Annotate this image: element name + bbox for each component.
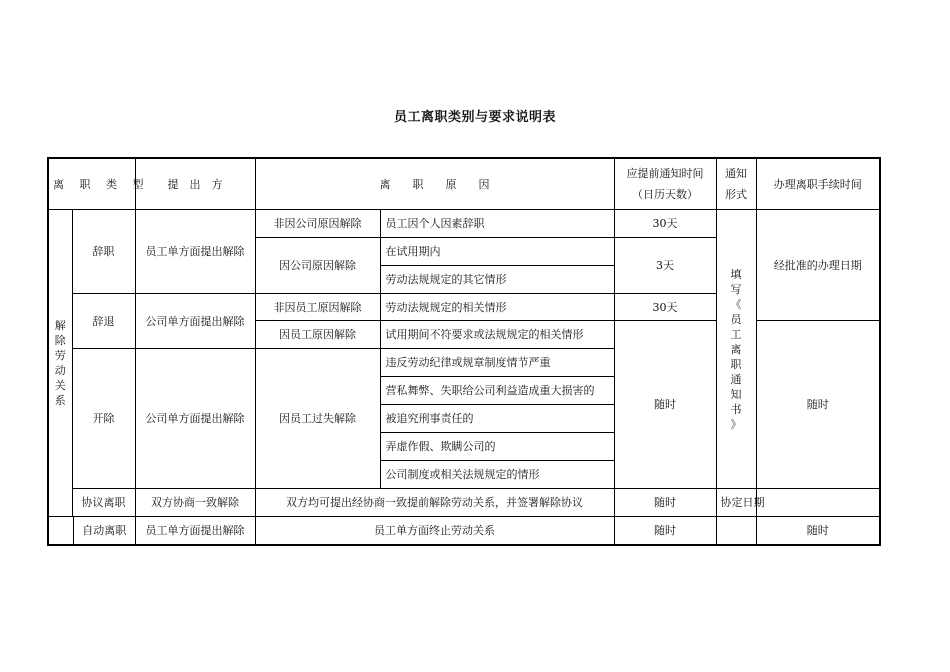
detail-resign-b2: 劳动法规规定的其它情形: [380, 266, 614, 294]
header-notice-days: 应提前通知时间 （日历天数）: [614, 158, 716, 210]
proposer-resign: 员工单方面提出解除: [135, 210, 255, 294]
reason-agreement: 双方均可提出经协商一致提前解除劳动关系，并签署解除协议: [255, 489, 614, 517]
category-resign-b: 因公司原因解除: [255, 238, 380, 294]
table-row: [48, 517, 880, 546]
days-auto: 随时: [614, 517, 716, 546]
type-auto-cell: [48, 517, 135, 546]
detail-resign-b1: 在试用期内: [380, 238, 614, 266]
category-dismiss-b: 因员工原因解除: [255, 321, 380, 349]
type-dismiss: 辞退: [72, 294, 135, 349]
procedure-auto: 随时: [756, 517, 880, 546]
notice-form-cell: 填 写 《 员 工 离 职 通 知 书 》: [716, 210, 756, 489]
type-expel: 开除: [72, 349, 135, 489]
detail-expel-2: 营私舞弊、失职给公司利益造成重大损害的: [380, 377, 614, 405]
procedure-resign: 经批准的办理日期: [756, 210, 880, 321]
days-dismiss-a: 30天: [614, 294, 716, 321]
header-procedure-time: 办理离职手续时间: [756, 158, 880, 210]
type-agreement: 协议离职: [72, 489, 135, 517]
category-dismiss-a: 非因员工原因解除: [255, 294, 380, 321]
header-notice-form: 通知 形式: [716, 158, 756, 210]
type-auto: 自动离职: [82, 524, 127, 537]
reason-auto: 员工单方面终止劳动关系: [255, 517, 614, 546]
detail-expel-1: 违反劳动纪律或规章制度情节严重: [380, 349, 614, 377]
detail-expel-4: 弄虚作假、欺瞒公司的: [380, 433, 614, 461]
type-resign: 辞职: [72, 210, 135, 294]
category-expel: 因员工过失解除: [255, 349, 380, 489]
header-row: [48, 158, 880, 210]
days-expel: 随时: [614, 321, 716, 489]
table-row: [48, 489, 880, 517]
procedure-agreement: 协定日期: [716, 489, 756, 517]
detail-resign-a: 员工因个人因素辞职: [380, 210, 614, 238]
category-resign-a: 非因公司原因解除: [255, 210, 380, 238]
proposer-auto: 员工单方面提出解除: [135, 517, 255, 546]
page-title: 员工离职类别与要求说明表: [393, 110, 556, 125]
procedure-expel: 随时: [756, 321, 880, 489]
notice-form-auto: [716, 517, 756, 546]
header-reason: 离 职 原 因: [255, 158, 614, 210]
group-label-terminate: 解 除 劳 动 关 系: [48, 210, 72, 517]
days-resign-b: 3天: [614, 238, 716, 294]
days-resign-a: 30天: [614, 210, 716, 238]
detail-dismiss-a: 劳动法规规定的相关情形: [380, 294, 614, 321]
days-agreement: 随时: [614, 489, 716, 517]
table-row: [48, 210, 880, 238]
proposer-agreement: 双方协商一致解除: [135, 489, 255, 517]
proposer-expel: 公司单方面提出解除: [135, 349, 255, 489]
detail-dismiss-b: 试用期间不符要求或法规规定的相关情形: [380, 321, 614, 349]
proposer-dismiss: 公司单方面提出解除: [135, 294, 255, 349]
separation-table: [47, 157, 881, 546]
detail-expel-5: 公司制度或相关法规规定的情形: [380, 461, 614, 489]
detail-expel-3: 被追究刑事责任的: [380, 405, 614, 433]
header-proposer: 提 出 方: [135, 158, 255, 210]
header-type: 离 职 类 型: [48, 158, 135, 210]
